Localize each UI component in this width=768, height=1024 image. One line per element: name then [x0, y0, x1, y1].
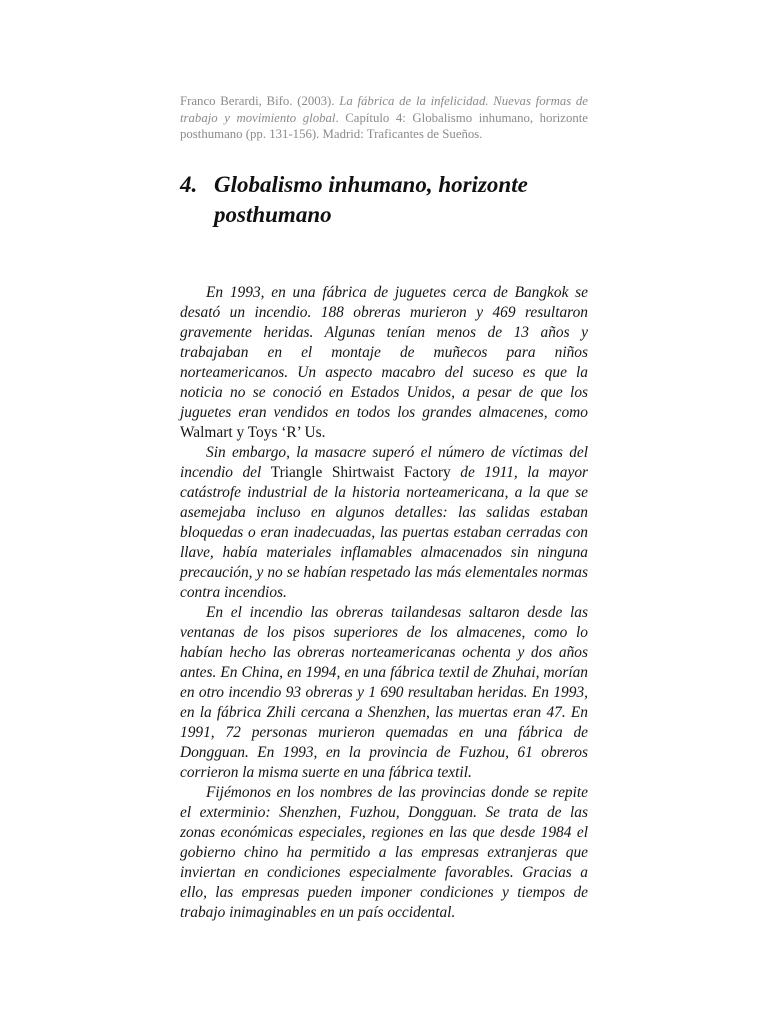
paragraph-1-end: .	[321, 424, 326, 441]
company-name-walmart: Walmart	[180, 424, 233, 441]
chapter-number: 4.	[180, 172, 198, 197]
citation	[180, 93, 588, 143]
paragraph-3: En el incendio las obreras tailandesas saltaron desde las ventanas de los pisos superiores de los almacenes, como lo habían hecho las obreras norteamericanas ochenta y dos años antes. En China, en 1994, en una fábrica textil de Zhuhai, morían en otro incendio 93 obreras y 1 690 resultaban heridas. En 1993, en la fábrica Zhili cercana a Shenzhen, las muertas eran 47. En 1991, 72 personas murieron quemadas en una fábrica de Dongguan. En 1993, en la provincia de Fuzhou, 61 obreros corrieron la misma suerte en una fábrica textil.	[180, 604, 588, 781]
body-text	[180, 283, 588, 923]
chapter-title	[180, 170, 600, 230]
paragraph-2-rest: de 1911, la mayor catástrofe industrial de la historia norteamericana, a la que se asemejaba incluso en algunos detalles: las salidas estaban bloquedas o eran inadecuadas, las puertas estaban cerradas con llave, había materiales inflamables almacenados sin ninguna precaución, y no se habían respetado las más elementales normas contra incendios.	[180, 464, 589, 601]
chapter-title-line2: posthumano	[214, 202, 332, 227]
paragraph-2-start: Sin embargo, la masacre superó el número de víctimas del incendio del	[180, 444, 588, 481]
citation-details: . Capítulo 4: Globalismo inhumano, horizonte posthumano (pp. 131-156). Madrid: Traficantes de Sueños.	[180, 110, 588, 141]
company-name-toys-r-us: Toys ‘R’ Us	[247, 424, 322, 441]
paragraph-2	[180, 443, 588, 603]
factory-name: Triangle Shirtwaist Factory	[270, 464, 451, 481]
paragraph-1-text: En 1993, en una fábrica de juguetes cerca de Bangkok se desató un incendio. 188 obreras murieron y 469 resultaron gravemente heridas. Algunas tenían menos de 13 años y trabajaban en el montaje de muñecos para niños norteamericanos. Un aspecto macabro del suceso es que la noticia no se conoció en Estados Unidos, a pesar de que los juguetes eran vendidos en todos los grandes almacenes, como	[180, 284, 588, 421]
citation-book-title: La fábrica de la infelicidad. Nuevas formas de trabajo y movimiento global	[180, 94, 588, 125]
paragraph-1	[180, 283, 588, 443]
chapter-title-line1: Globalismo inhumano, horizonte	[214, 172, 528, 197]
paragraph-4: Fijémonos en los nombres de las provincias donde se repite el exterminio: Shenzhen, Fuzhou, Dongguan. Se trata de las zonas económicas especiales, regiones en las que desde 1984 el gobierno chino ha permitido a las empresas extranjeras que inviertan en condiciones especialmente favorables. Gracias a ello, las empresas pueden imponer condiciones y tiempos de trabajo inimaginables en un país occidental.	[180, 784, 588, 921]
citation-author-year: Franco Berardi, Bifo. (2003).	[180, 94, 340, 108]
paragraph-1-conjunction: y	[232, 424, 248, 441]
